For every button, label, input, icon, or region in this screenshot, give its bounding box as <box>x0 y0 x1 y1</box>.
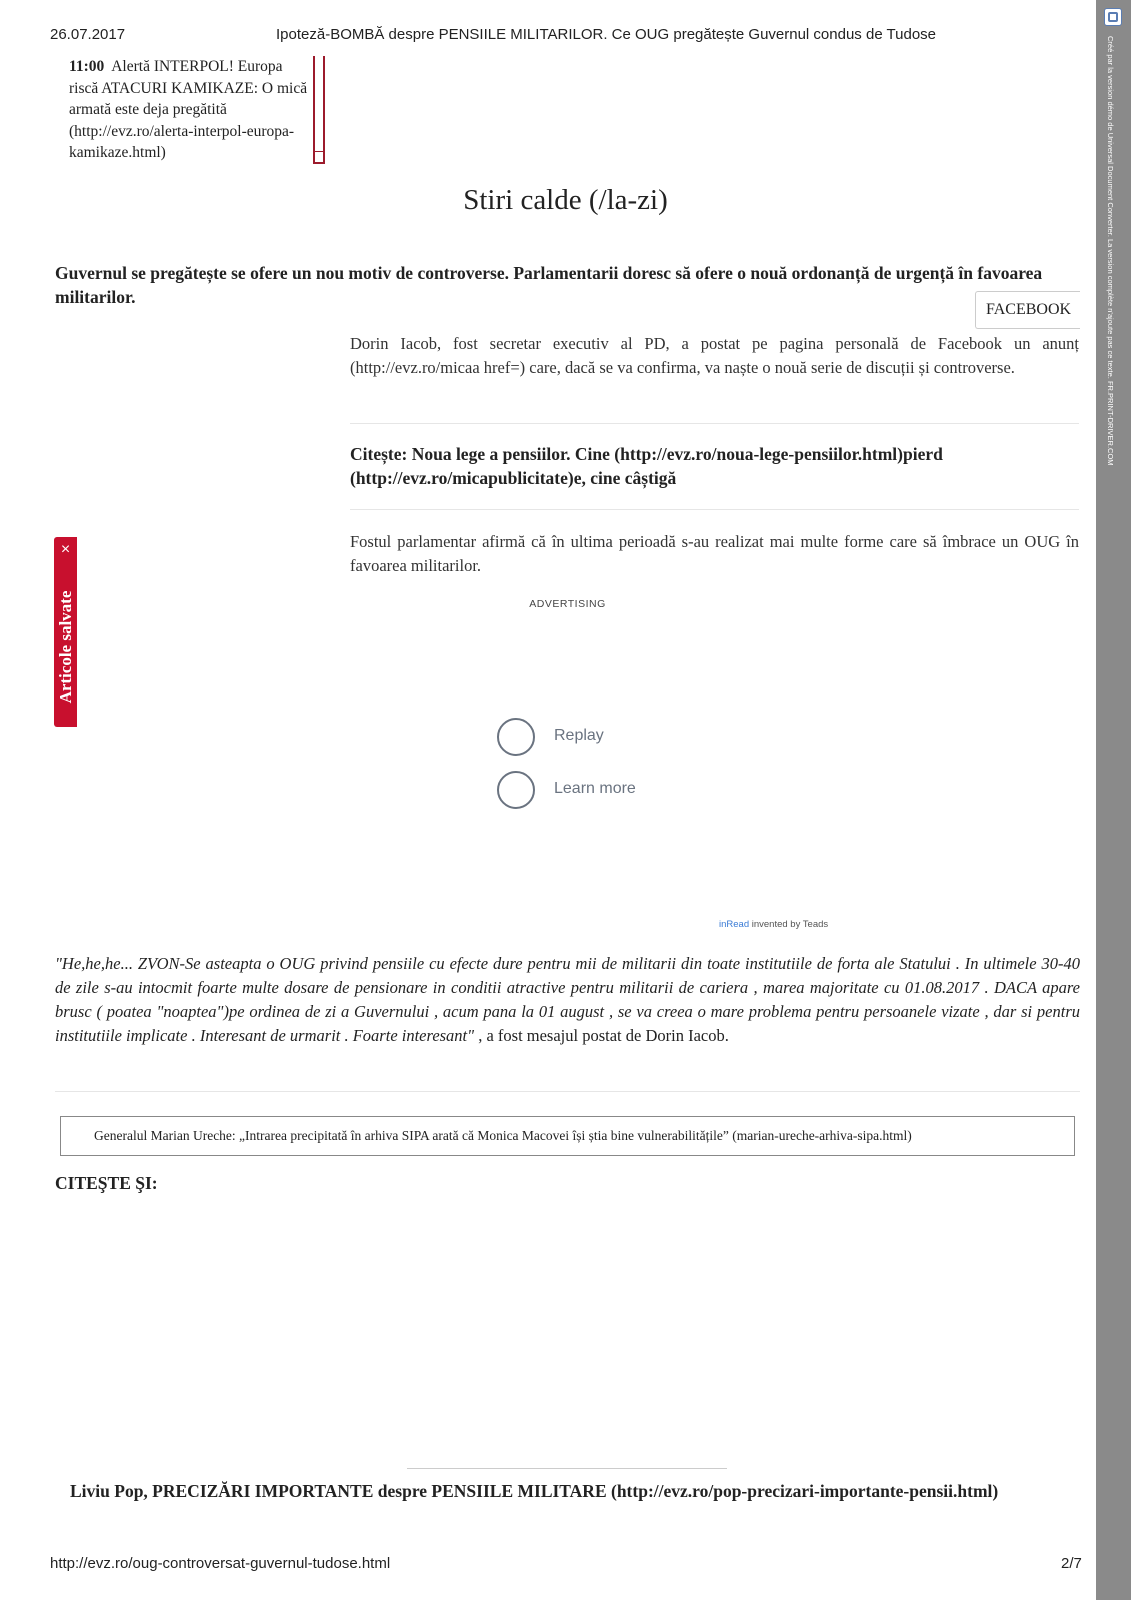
ticker-scroll-thumb[interactable] <box>315 151 323 162</box>
related-article-box[interactable]: Generalul Marian Ureche: „Intrarea precipitată în arhiva SIPA arată că Monica Macovei își știa bine vulnerabilitățile” (marian-ureche-arhiva-sipa.html) <box>60 1116 1075 1156</box>
article-paragraph-1: Dorin Iacob, fost secretar executiv al PD, a postat pe pagina personală de Facebook un anunț (http://evz.ro/micaa href=) care, dacă se va confirma, va naște o nouă serie de discuții și controverse. <box>350 334 1079 377</box>
inread-credit[interactable] <box>719 919 828 930</box>
print-page-title: Ipoteză-BOMBĂ despre PENSIILE MILITARILOR. Ce OUG pregătește Guvernul condus de Tudose <box>276 26 937 43</box>
article-lead: Guvernul se pregătește se ofere un nou motiv de controverse. Parlamentarii doresc să ofere o nouă ordonanță de urgență în favoarea militarilor. <box>55 263 1043 307</box>
saved-articles-label: Articole salvate <box>56 590 75 704</box>
saved-articles-tab[interactable] <box>54 537 77 727</box>
replay-icon <box>497 718 535 756</box>
ticker-scrollbar[interactable] <box>313 56 325 164</box>
divider <box>55 1091 1080 1092</box>
page-number: 2/7 <box>1061 1555 1082 1572</box>
related-headline-link[interactable]: Liviu Pop, PRECIZĂRI IMPORTANTE despre PENSIILE MILITARE (http://evz.ro/pop-precizari-importante-pensii.html) <box>70 1481 999 1501</box>
quote-text: "He,he,he... ZVON-Se asteapta o OUG privind pensiile cu efecte dure pentru mii de militarii din toate institutiile de forta ale Statului . In ultimele 30-40 de zile s-au intocmit foarte multe dosare de pensionare in conditii atractive pentru militarii de cariera , marea majoritate cu 01.08.2017 . DACA apare brusc ( poatea "noaptea")pe ordinea de zi a Guvernului , acum pana la 01 august , se va creea o mare problema pentru persoanele vizate , dar si pentru institutiile implicate . Interesant de urmarit . Foarte interesant" <box>55 954 1080 1045</box>
read-also-link[interactable]: Citește: Noua lege a pensiilor. Cine (http://evz.ro/noua-lege-pensiilor.html)pierd (http://evz.ro/micapublicitate)e, cine câștigă <box>350 444 943 488</box>
news-ticker-item[interactable] <box>69 56 314 164</box>
advertising-label: ADVERTISING <box>529 598 606 610</box>
converter-logo-icon <box>1104 8 1122 26</box>
divider <box>350 423 1079 424</box>
quote-attribution: , a fost mesajul postat de Dorin Iacob. <box>478 1026 729 1045</box>
section-title[interactable]: Stiri calde (/la-zi) <box>463 184 668 216</box>
facebook-share-button[interactable]: FACEBOOK <box>975 291 1080 329</box>
print-date: 26.07.2017 <box>50 26 126 43</box>
facebook-quote <box>55 952 1080 1048</box>
divider <box>407 1468 727 1469</box>
read-also-heading: CITEŞTE ŞI: <box>55 1173 158 1193</box>
inread-brand: inRead <box>719 919 750 930</box>
converter-note: Créé par la version démo de Universal Document Converter. La version complète n'ajoute pas ce texte. FR.PRINT-DRIVER.COM <box>1106 36 1115 466</box>
article-paragraph-2: Fostul parlamentar afirmă că în ultima perioadă s-au realizat mai multe forme care să îmbrace un OUG în favoarea militarilor. <box>350 532 1079 575</box>
print-url: http://evz.ro/oug-controversat-guvernul-tudose.html <box>50 1555 391 1572</box>
divider <box>350 509 1079 510</box>
ticker-text[interactable]: Alertă INTERPOL! Europa riscă ATACURI KAMIKAZE: O mică armată este deja pregătită (http://evz.ro/alerta-interpol-europa-kamikaze.html) <box>69 58 308 161</box>
close-icon[interactable]: × <box>60 541 71 558</box>
learn-more-icon <box>497 771 535 809</box>
converter-side-strip <box>1096 0 1131 1600</box>
ad-replay-label: Replay <box>554 727 604 744</box>
ticker-time: 11:00 <box>69 58 105 75</box>
ad-learn-more-label: Learn more <box>554 780 636 797</box>
inread-suffix: invented by Teads <box>751 919 829 930</box>
